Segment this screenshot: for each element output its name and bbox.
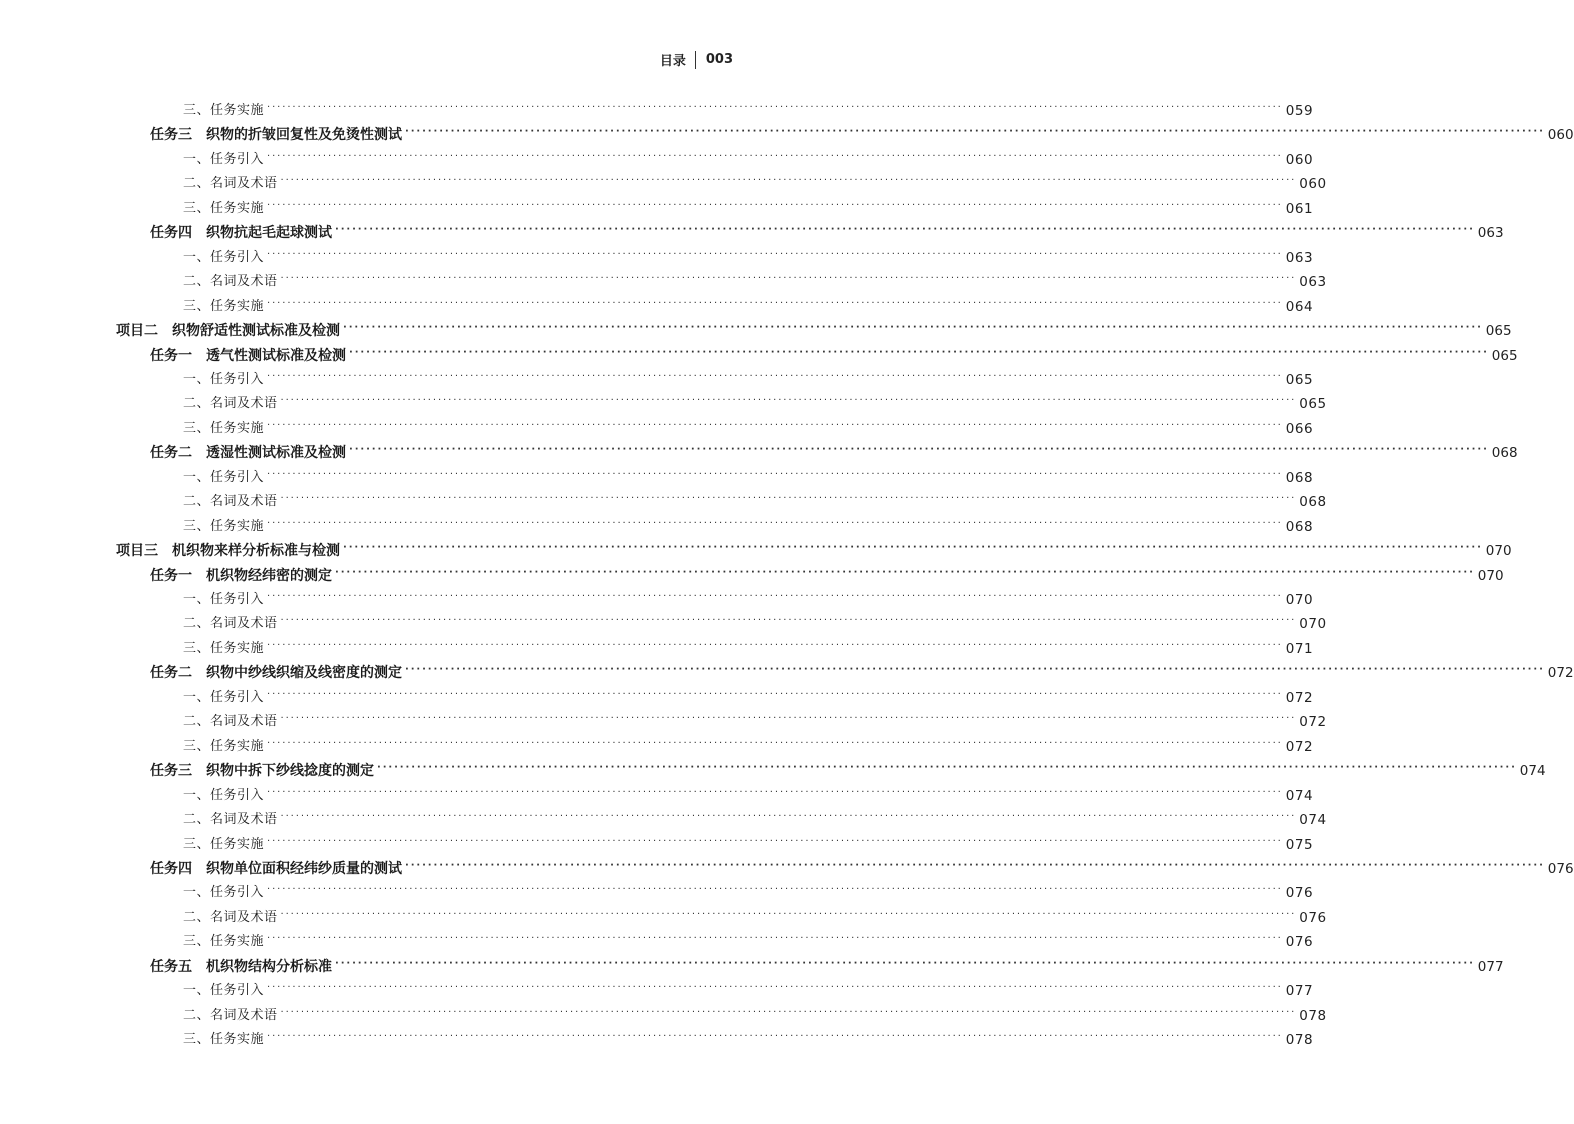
toc-entry-page: 061: [1285, 200, 1314, 217]
toc-entry-label: 三、任务实施: [183, 200, 265, 216]
dot-leader: ········································································································································································································: [267, 150, 1283, 162]
dot-leader: ········································································································································································································: [267, 199, 1283, 211]
toc-entry-page: 072: [1285, 738, 1314, 755]
toc-entry-label: 任务三 织物中拆下纱线捻度的测定: [150, 763, 374, 780]
toc-entry-page: 078: [1285, 1032, 1314, 1049]
toc-entry-label: 任务一 透气性测试标准及检测: [150, 347, 346, 364]
toc-entry-sub[interactable]: [183, 516, 1314, 538]
dot-leader: ········································································································································································································: [335, 957, 1475, 969]
dot-leader: ········································································································································································································: [267, 419, 1283, 431]
toc-entry-label: 一、任务引入: [183, 592, 265, 607]
toc-entry-page: 068: [1299, 494, 1327, 511]
toc-entry-sub[interactable]: [183, 149, 1314, 171]
toc-entry-sub[interactable]: [183, 393, 1327, 415]
toc-entry-task[interactable]: [150, 760, 1546, 782]
toc-entry-task[interactable]: [150, 956, 1504, 978]
toc-entry-page: 074: [1299, 812, 1327, 829]
toc-entry-sub[interactable]: [183, 1029, 1314, 1051]
toc-entry-sub[interactable]: [183, 809, 1327, 831]
toc-entry-sub[interactable]: [183, 613, 1327, 635]
toc-entry-page: 076: [1285, 934, 1314, 951]
toc-entry-sub[interactable]: [183, 100, 1314, 122]
toc-entry-label: 任务三 织物的折皱回复性及免烫性测试: [150, 127, 402, 144]
toc-entry-label: 一、任务引入: [183, 885, 265, 901]
toc-entry-page: 070: [1299, 616, 1327, 633]
dot-leader: ········································································································································································································: [267, 468, 1283, 480]
toc-entry-sub[interactable]: [183, 931, 1314, 953]
toc-entry-page: 066: [1285, 420, 1314, 437]
toc-entry-page: 065: [1285, 371, 1314, 388]
toc-entry-label: 三、任务实施: [183, 518, 265, 534]
toc-entry-label: 三、任务实施: [183, 298, 265, 314]
toc-entry-label: 任务一 机织物经纬密的测定: [150, 567, 332, 584]
toc-entry-page: 077: [1285, 983, 1314, 1000]
dot-leader: ········································································································································································································: [267, 835, 1283, 847]
toc-entry-page: 065: [1485, 323, 1512, 340]
toc-entry-sub[interactable]: [183, 1005, 1327, 1027]
toc-entry-task[interactable]: [150, 222, 1504, 244]
toc-entry-sub[interactable]: [183, 467, 1314, 489]
toc-entry-page: 070: [1285, 592, 1314, 608]
dot-leader: ········································································································································································································: [267, 297, 1283, 309]
toc-entry-project[interactable]: [116, 540, 1512, 562]
toc-entry-label: 二、名词及术语: [183, 909, 278, 925]
toc-entry-project[interactable]: [116, 320, 1512, 342]
dot-leader: ········································································································································································································: [267, 688, 1283, 700]
page-number: 003: [705, 52, 733, 67]
toc-entry-label: 三、任务实施: [183, 738, 265, 754]
dot-leader: ········································································································································································································: [267, 517, 1283, 529]
toc-entry-sub[interactable]: [183, 247, 1314, 269]
toc-entry-label: 三、任务实施: [183, 420, 265, 436]
toc-entry-sub[interactable]: [183, 638, 1314, 660]
toc-entry-page: 076: [1285, 885, 1314, 902]
toc-entry-page: 068: [1285, 518, 1314, 535]
toc-entry-label: 二、名词及术语: [183, 176, 278, 192]
toc-entry-sub[interactable]: [183, 589, 1314, 611]
toc-entry-task[interactable]: [150, 124, 1574, 146]
dot-leader: ········································································································································································································: [280, 908, 1297, 920]
toc-entry-page: 074: [1285, 787, 1314, 804]
toc-entry-task[interactable]: [150, 858, 1574, 880]
toc-entry-label: 二、名词及术语: [183, 1007, 278, 1023]
toc-entry-label: 三、任务实施: [183, 836, 265, 852]
header-divider: [695, 51, 696, 69]
toc-entry-page: 070: [1477, 567, 1504, 584]
toc-entry-task[interactable]: [150, 565, 1504, 587]
toc-entry-sub[interactable]: [183, 907, 1327, 929]
toc-entry-page: 071: [1285, 640, 1314, 657]
toc-entry-task[interactable]: [150, 662, 1574, 684]
toc-entry-label: 三、任务实施: [183, 640, 265, 656]
toc-entry-label: 一、任务引入: [183, 371, 265, 387]
toc-entry-task[interactable]: [150, 442, 1518, 464]
toc-entry-label: 任务五 机织物结构分析标准: [150, 958, 332, 975]
toc-entry-page: 063: [1299, 274, 1327, 291]
dot-leader: ········································································································································································································: [335, 224, 1475, 236]
dot-leader: ········································································································································································································: [335, 566, 1475, 578]
dot-leader: ········································································································································································································: [267, 370, 1283, 382]
toc-entry-page: 059: [1285, 103, 1314, 119]
toc-entry-label: 一、任务引入: [183, 787, 265, 803]
toc-entry-task[interactable]: [150, 345, 1518, 367]
dot-leader: ········································································································································································································: [377, 762, 1517, 774]
dot-leader: ········································································································································································································: [267, 786, 1283, 798]
section-title: 目录: [659, 54, 686, 69]
dot-leader: ········································································································································································································: [280, 615, 1297, 627]
toc-entry-page: 072: [1547, 665, 1574, 682]
toc-entry-label: 三、任务实施: [183, 934, 265, 950]
toc-entry-sub[interactable]: [183, 834, 1314, 856]
dot-leader: ········································································································································································································: [280, 493, 1297, 505]
toc-entry-sub[interactable]: [183, 882, 1314, 904]
toc-entry-page: 065: [1299, 396, 1327, 413]
dot-leader: ········································································································································································································: [267, 884, 1283, 896]
dot-leader: ········································································································································································································: [349, 346, 1489, 358]
toc-entry-label: 一、任务引入: [183, 689, 265, 705]
running-header: [660, 50, 733, 69]
toc-entry-label: 项目三 机织物来样分析标准与检测: [116, 543, 340, 560]
toc-entry-page: 068: [1285, 469, 1314, 486]
toc-entry-page: 076: [1547, 860, 1574, 877]
toc-entry-sub[interactable]: [183, 491, 1327, 513]
toc-entry-label: 项目二 织物舒适性测试标准及检测: [116, 323, 340, 340]
toc-entry-sub[interactable]: [183, 198, 1314, 220]
toc-entry-page: 072: [1299, 714, 1327, 731]
toc-entry-label: 二、名词及术语: [183, 494, 278, 510]
toc-entry-page: 078: [1299, 1007, 1327, 1024]
toc-entry-label: 三、任务实施: [183, 103, 265, 118]
toc-entry-sub[interactable]: [183, 418, 1314, 440]
toc-entry-label: 二、名词及术语: [183, 616, 278, 632]
toc-entry-label: 任务二 织物中纱线织缩及线密度的测定: [150, 665, 402, 682]
toc-entry-label: 任务二 透湿性测试标准及检测: [150, 445, 346, 462]
toc-entry-label: 二、名词及术语: [183, 812, 278, 828]
dot-leader: ········································································································································································································: [267, 1031, 1283, 1043]
dot-leader: ········································································································································································································: [349, 444, 1489, 456]
dot-leader: ········································································································································································································: [280, 1006, 1297, 1018]
toc-entry-label: 一、任务引入: [183, 469, 265, 485]
toc-entry-sub[interactable]: [183, 687, 1314, 709]
toc-entry-sub[interactable]: [183, 711, 1327, 733]
dot-leader: ········································································································································································································: [267, 248, 1283, 260]
toc-entry-sub[interactable]: [183, 785, 1314, 807]
dot-leader: ········································································································································································································: [343, 542, 1483, 554]
toc-entry-page: 063: [1285, 249, 1314, 266]
toc-entry-label: 一、任务引入: [183, 151, 265, 167]
toc-entry-sub[interactable]: [183, 736, 1314, 758]
toc-entry-page: 065: [1491, 347, 1518, 364]
toc-entry-page: 060: [1285, 151, 1314, 168]
toc-entry-page: 064: [1285, 298, 1314, 315]
toc-entry-page: 075: [1285, 836, 1314, 853]
dot-leader: ········································································································································································································: [280, 175, 1297, 187]
dot-leader: ········································································································································································································: [280, 395, 1297, 407]
toc-entry-label: 一、任务引入: [183, 249, 265, 265]
toc-entry-label: 一、任务引入: [183, 983, 265, 999]
toc-entry-page: 072: [1285, 689, 1314, 706]
toc-entry-page: 068: [1491, 445, 1518, 462]
dot-leader: ········································································································································································································: [343, 322, 1483, 334]
toc-entry-label: 二、名词及术语: [183, 396, 278, 412]
dot-leader: ········································································································································································································: [280, 273, 1297, 285]
toc-entry-page: 076: [1299, 909, 1327, 926]
toc-entry-page: 077: [1477, 958, 1504, 975]
dot-leader: ········································································································································································································: [405, 859, 1545, 871]
toc-entry-page: 060: [1299, 176, 1327, 193]
toc-entry-sub[interactable]: [183, 271, 1327, 293]
dot-leader: ········································································································································································································: [280, 811, 1297, 823]
toc-entry-page: 070: [1485, 543, 1512, 560]
toc-entry-label: 二、名词及术语: [183, 274, 278, 290]
toc-entry-sub[interactable]: [183, 369, 1314, 391]
toc-entry-sub[interactable]: [183, 296, 1314, 318]
toc-entry-label: 任务四 织物抗起毛起球测试: [150, 225, 332, 242]
dot-leader: ········································································································································································································: [267, 982, 1283, 994]
toc-entry-label: 任务四 织物单位面积经纬纱质量的测试: [150, 860, 402, 877]
dot-leader: ········································································································································································································: [267, 737, 1283, 749]
toc-entry-label: 三、任务实施: [183, 1032, 265, 1048]
dot-leader: ········································································································································································································: [405, 664, 1545, 676]
toc-entry-sub[interactable]: [183, 173, 1327, 195]
toc-entry-page: 060: [1547, 127, 1574, 144]
toc-entry-sub[interactable]: [183, 980, 1314, 1002]
dot-leader: ········································································································································································································: [280, 713, 1297, 725]
dot-leader: ········································································································································································································: [405, 126, 1545, 138]
dot-leader: ········································································································································································································: [267, 639, 1283, 651]
toc-entry-page: 063: [1477, 225, 1504, 242]
dot-leader: ········································································································································································································: [267, 591, 1283, 602]
dot-leader: ········································································································································································································: [267, 933, 1283, 945]
toc-entry-label: 二、名词及术语: [183, 714, 278, 730]
dot-leader: ········································································································································································································: [267, 102, 1283, 113]
toc-entry-page: 074: [1519, 763, 1546, 780]
